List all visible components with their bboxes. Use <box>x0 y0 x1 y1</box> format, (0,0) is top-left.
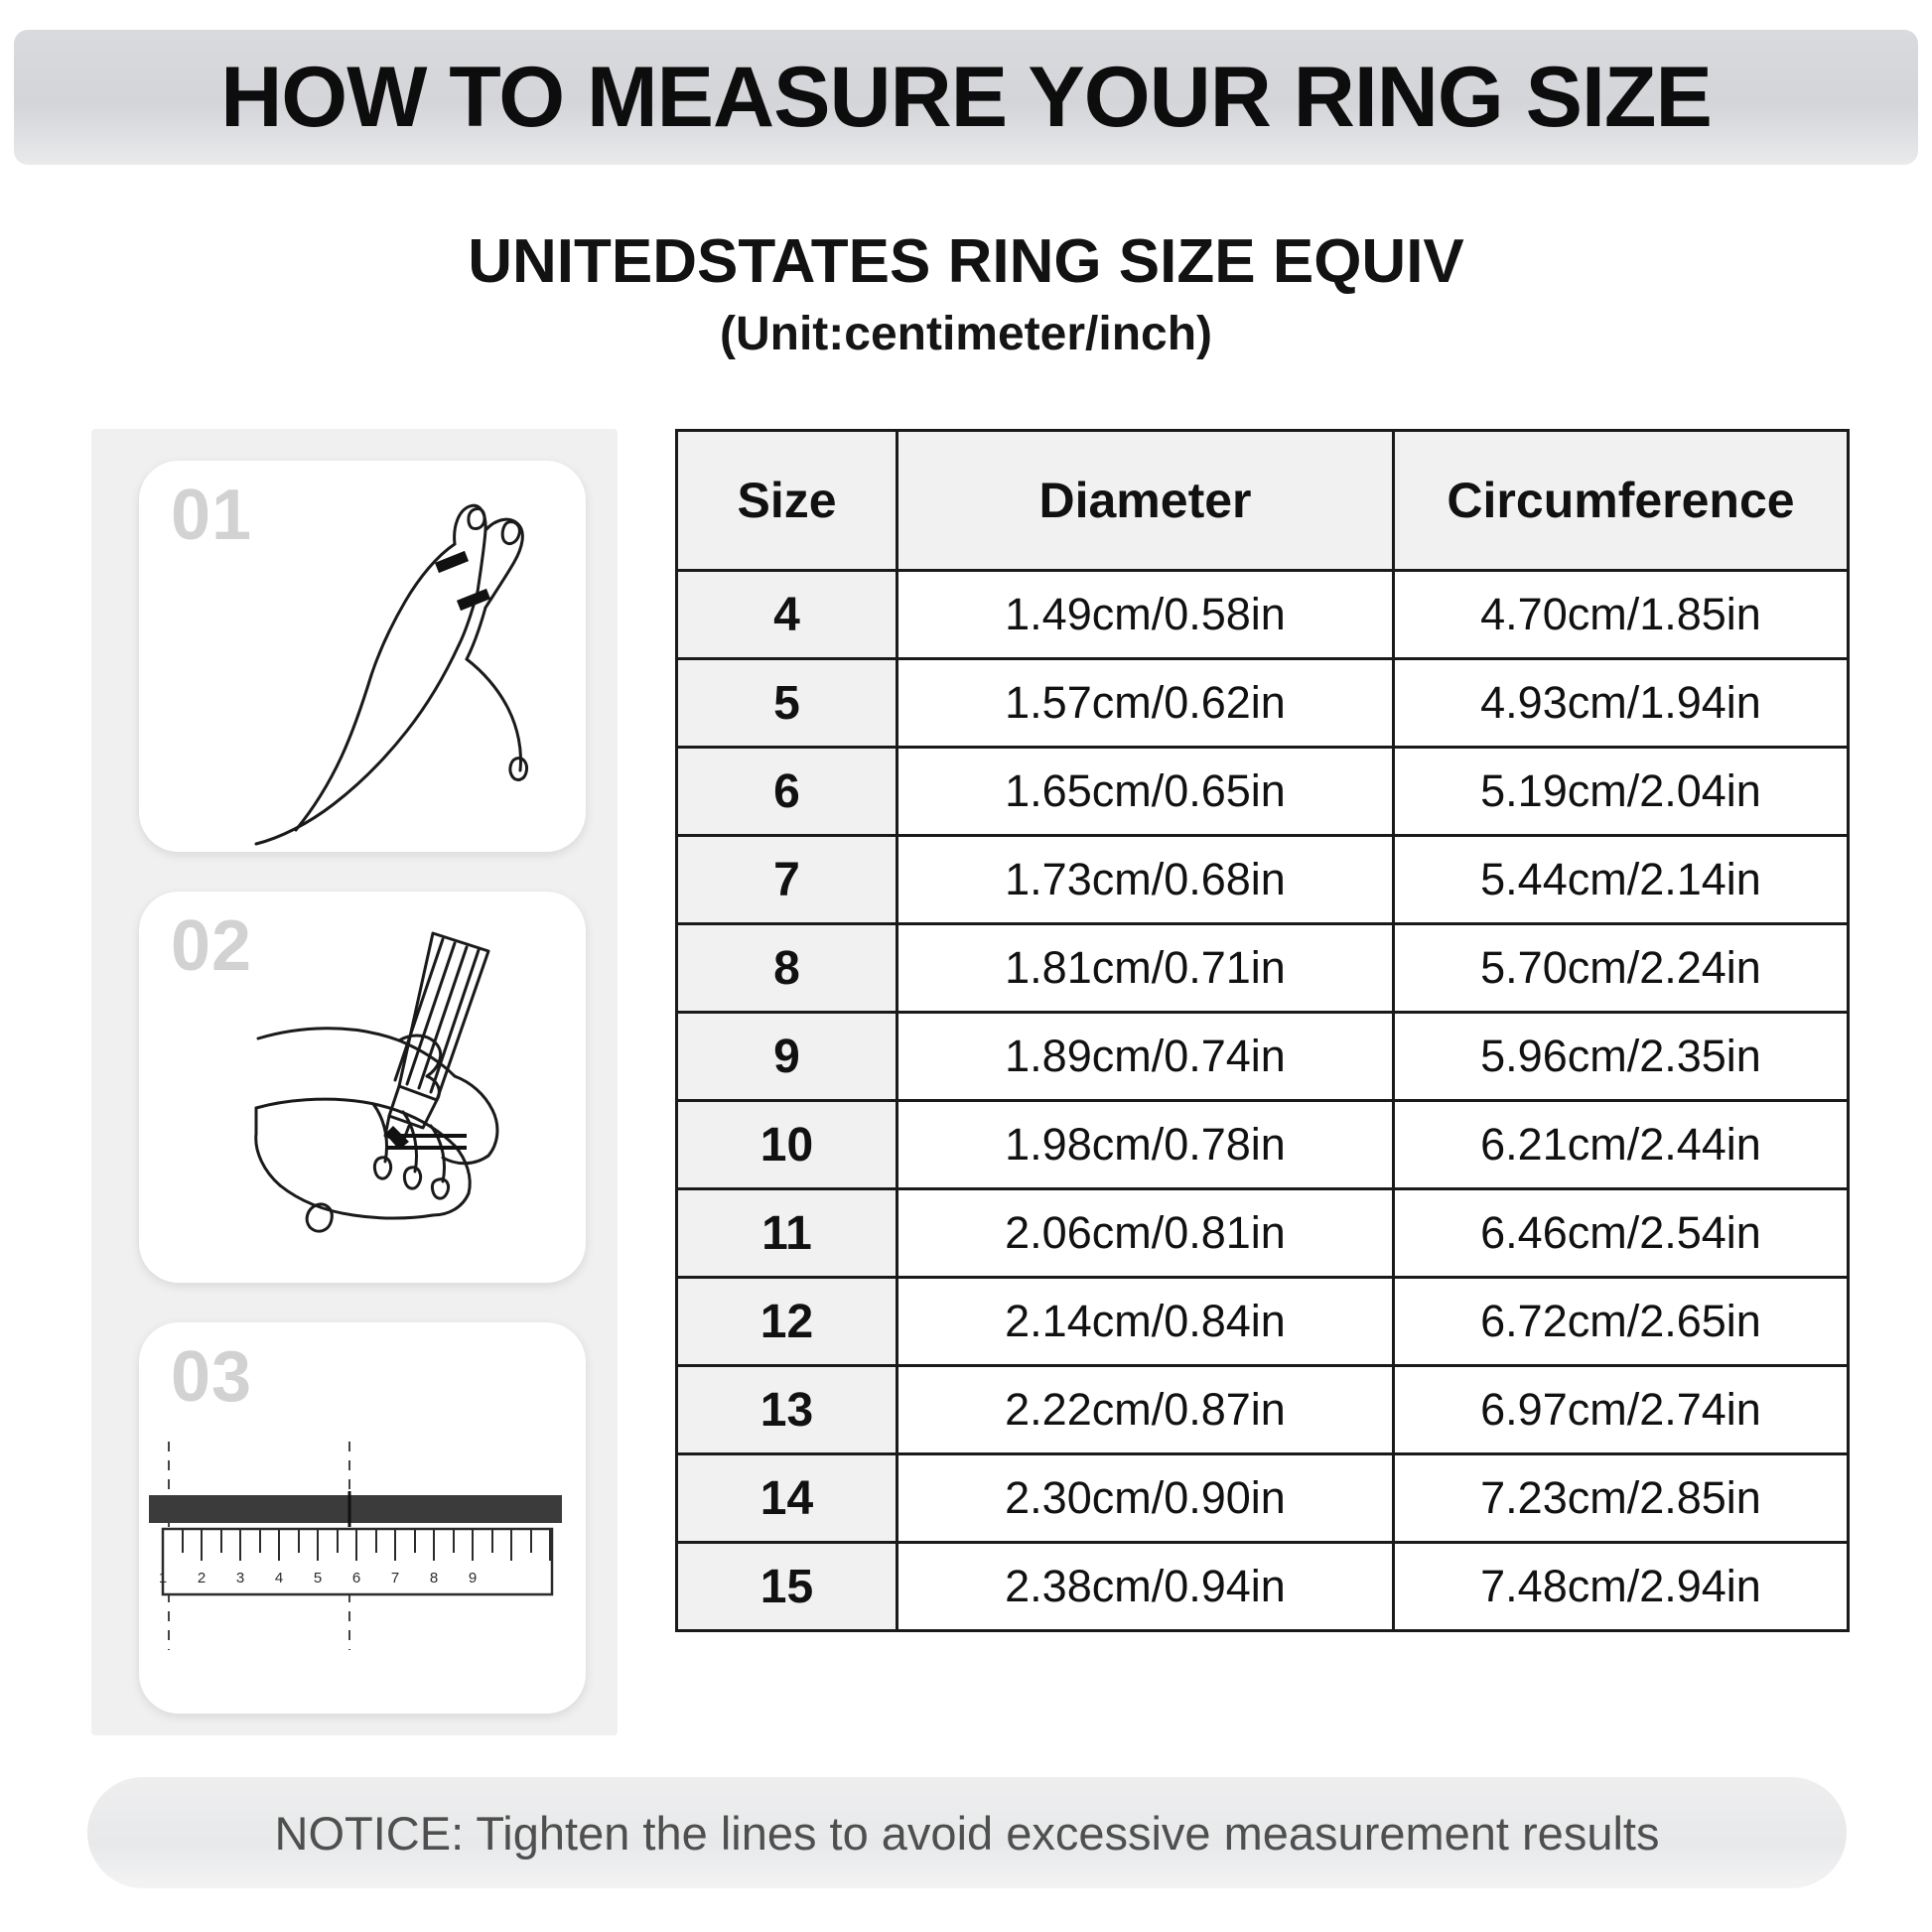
column-header-circumference: Circumference <box>1394 431 1849 571</box>
table-row <box>677 748 1849 836</box>
steps-column <box>91 429 618 1735</box>
svg-text:4: 4 <box>274 1570 284 1587</box>
svg-text:1: 1 <box>158 1570 168 1587</box>
cell-diameter: 1.81cm/0.71in <box>897 924 1394 1013</box>
notice-banner <box>87 1777 1847 1888</box>
cell-size: 12 <box>677 1278 897 1366</box>
cell-diameter: 2.38cm/0.94in <box>897 1543 1394 1631</box>
ring-size-table-wrap <box>675 429 1847 1632</box>
table-header-row <box>677 431 1849 571</box>
cell-size: 9 <box>677 1013 897 1101</box>
subtitle-block <box>0 226 1932 361</box>
ring-size-table <box>675 429 1850 1632</box>
cell-diameter: 1.49cm/0.58in <box>897 571 1394 659</box>
cell-size: 5 <box>677 659 897 748</box>
cell-circumference: 6.21cm/2.44in <box>1394 1101 1849 1189</box>
cell-size: 7 <box>677 836 897 924</box>
svg-text:3: 3 <box>235 1570 245 1587</box>
step-card-02 <box>139 892 586 1283</box>
cell-circumference: 7.23cm/2.85in <box>1394 1454 1849 1543</box>
header-banner <box>14 30 1918 165</box>
hand-marking-string-icon <box>139 892 586 1283</box>
table-row <box>677 1189 1849 1278</box>
step-card-01 <box>139 461 586 852</box>
cell-size: 10 <box>677 1101 897 1189</box>
table-row <box>677 924 1849 1013</box>
svg-text:2: 2 <box>197 1570 207 1587</box>
cell-diameter: 2.30cm/0.90in <box>897 1454 1394 1543</box>
cell-circumference: 6.72cm/2.65in <box>1394 1278 1849 1366</box>
column-header-diameter: Diameter <box>897 431 1394 571</box>
table-row <box>677 1454 1849 1543</box>
cell-circumference: 5.19cm/2.04in <box>1394 748 1849 836</box>
svg-text:9: 9 <box>468 1570 478 1587</box>
cell-diameter: 2.14cm/0.84in <box>897 1278 1394 1366</box>
table-row <box>677 836 1849 924</box>
cell-circumference: 6.46cm/2.54in <box>1394 1189 1849 1278</box>
cell-diameter: 1.73cm/0.68in <box>897 836 1394 924</box>
cell-circumference: 4.93cm/1.94in <box>1394 659 1849 748</box>
cell-diameter: 2.22cm/0.87in <box>897 1366 1394 1454</box>
cell-size: 4 <box>677 571 897 659</box>
cell-diameter: 1.98cm/0.78in <box>897 1101 1394 1189</box>
svg-text:5: 5 <box>313 1570 323 1587</box>
table-row <box>677 571 1849 659</box>
cell-size: 11 <box>677 1189 897 1278</box>
cell-size: 15 <box>677 1543 897 1631</box>
cell-size: 13 <box>677 1366 897 1454</box>
cell-circumference: 4.70cm/1.85in <box>1394 571 1849 659</box>
subtitle-main: UNITEDSTATES RING SIZE EQUIV <box>468 227 1464 296</box>
cell-size: 8 <box>677 924 897 1013</box>
cell-circumference: 7.48cm/2.94in <box>1394 1543 1849 1631</box>
cell-diameter: 1.57cm/0.62in <box>897 659 1394 748</box>
cell-diameter: 2.06cm/0.81in <box>897 1189 1394 1278</box>
cell-circumference: 5.44cm/2.14in <box>1394 836 1849 924</box>
page-title: HOW TO MEASURE YOUR RING SIZE <box>220 49 1712 145</box>
cell-circumference: 5.96cm/2.35in <box>1394 1013 1849 1101</box>
table-row <box>677 1543 1849 1631</box>
table-row <box>677 659 1849 748</box>
notice-text: NOTICE: Tighten the lines to avoid excessive measurement results <box>274 1806 1660 1860</box>
svg-text:8: 8 <box>429 1570 439 1587</box>
step-card-03 <box>139 1322 586 1714</box>
step-number-02: 02 <box>171 906 253 986</box>
cell-diameter: 1.65cm/0.65in <box>897 748 1394 836</box>
table-row <box>677 1366 1849 1454</box>
cell-size: 6 <box>677 748 897 836</box>
cell-circumference: 6.97cm/2.74in <box>1394 1366 1849 1454</box>
svg-text:6: 6 <box>351 1570 361 1587</box>
column-header-size: Size <box>677 431 897 571</box>
subtitle-unit: (Unit:centimeter/inch) <box>719 308 1213 360</box>
step-number-03: 03 <box>171 1337 253 1417</box>
svg-text:7: 7 <box>390 1570 400 1587</box>
table-row <box>677 1278 1849 1366</box>
string-and-ruler-icon <box>139 1322 586 1714</box>
table-row <box>677 1101 1849 1189</box>
cell-diameter: 1.89cm/0.74in <box>897 1013 1394 1101</box>
hand-with-string-icon <box>139 461 586 852</box>
cell-circumference: 5.70cm/2.24in <box>1394 924 1849 1013</box>
table-row <box>677 1013 1849 1101</box>
step-number-01: 01 <box>171 476 253 555</box>
cell-size: 14 <box>677 1454 897 1543</box>
